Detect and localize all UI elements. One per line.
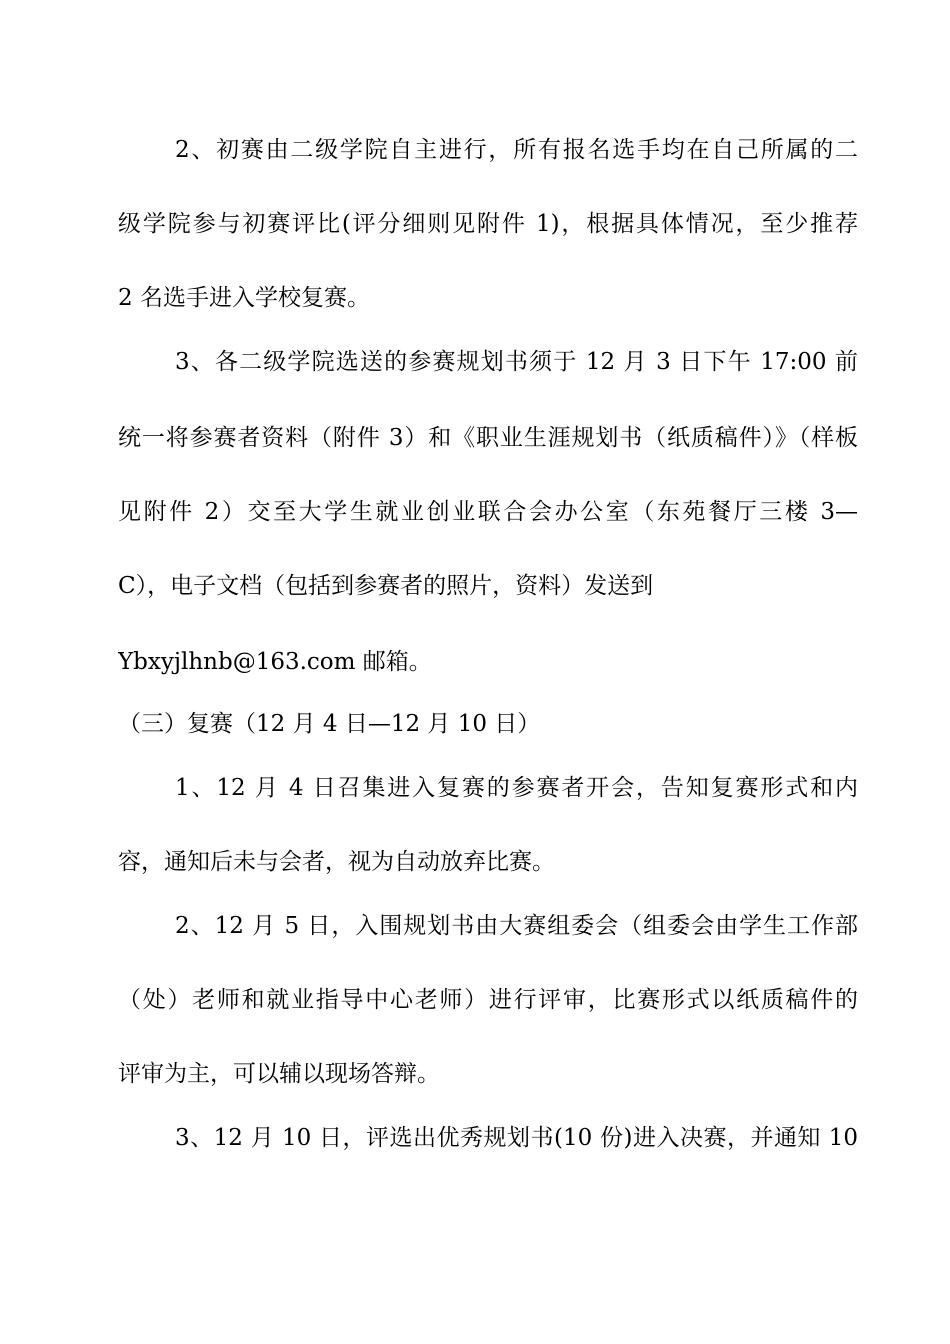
- paragraph-line-2: 级学院参与初赛评比(评分细则见附件 1)，根据具体情况，至少推荐: [118, 211, 858, 237]
- paragraph-line-7: C），电子文档（包括到参赛者的照片，资料）发送到: [118, 573, 654, 599]
- paragraph-line-15: 3、12 月 10 日，评选出优秀规划书(10 份)进入决赛，并通知 10: [175, 1125, 858, 1151]
- paragraph-line-13: （处）老师和就业指导中心老师）进行评审，比赛形式以纸质稿件的: [118, 987, 858, 1013]
- paragraph-line-3: 2 名选手进入学校复赛。: [118, 285, 370, 311]
- paragraph-line-6: 见附件 2）交至大学生就业创业联合会办公室（东苑餐厅三楼 3—: [118, 499, 858, 525]
- paragraph-line-5: 统一将参赛者资料（附件 3）和《职业生涯规划书（纸质稿件）》（样板: [118, 425, 858, 451]
- paragraph-line-11: 容，通知后未与会者，视为自动放弃比赛。: [118, 849, 555, 875]
- email-line: Ybxyjlhnb@163.com 邮箱。: [118, 649, 432, 675]
- paragraph-line-1: 2、初赛由二级学院自主进行，所有报名选手均在自己所属的二: [175, 137, 858, 163]
- paragraph-line-4: 3、各二级学院选送的参赛规划书须于 12 月 3 日下午 17:00 前: [175, 349, 858, 375]
- paragraph-line-10: 1、12 月 4 日召集进入复赛的参赛者开会，告知复赛形式和内: [175, 775, 858, 801]
- paragraph-line-14: 评审为主，可以辅以现场答辩。: [118, 1061, 440, 1087]
- paragraph-line-12: 2、12 月 5 日，入围规划书由大赛组委会（组委会由学生工作部: [175, 913, 858, 939]
- section-heading: （三）复赛（12 月 4 日—12 月 10 日）: [118, 711, 541, 737]
